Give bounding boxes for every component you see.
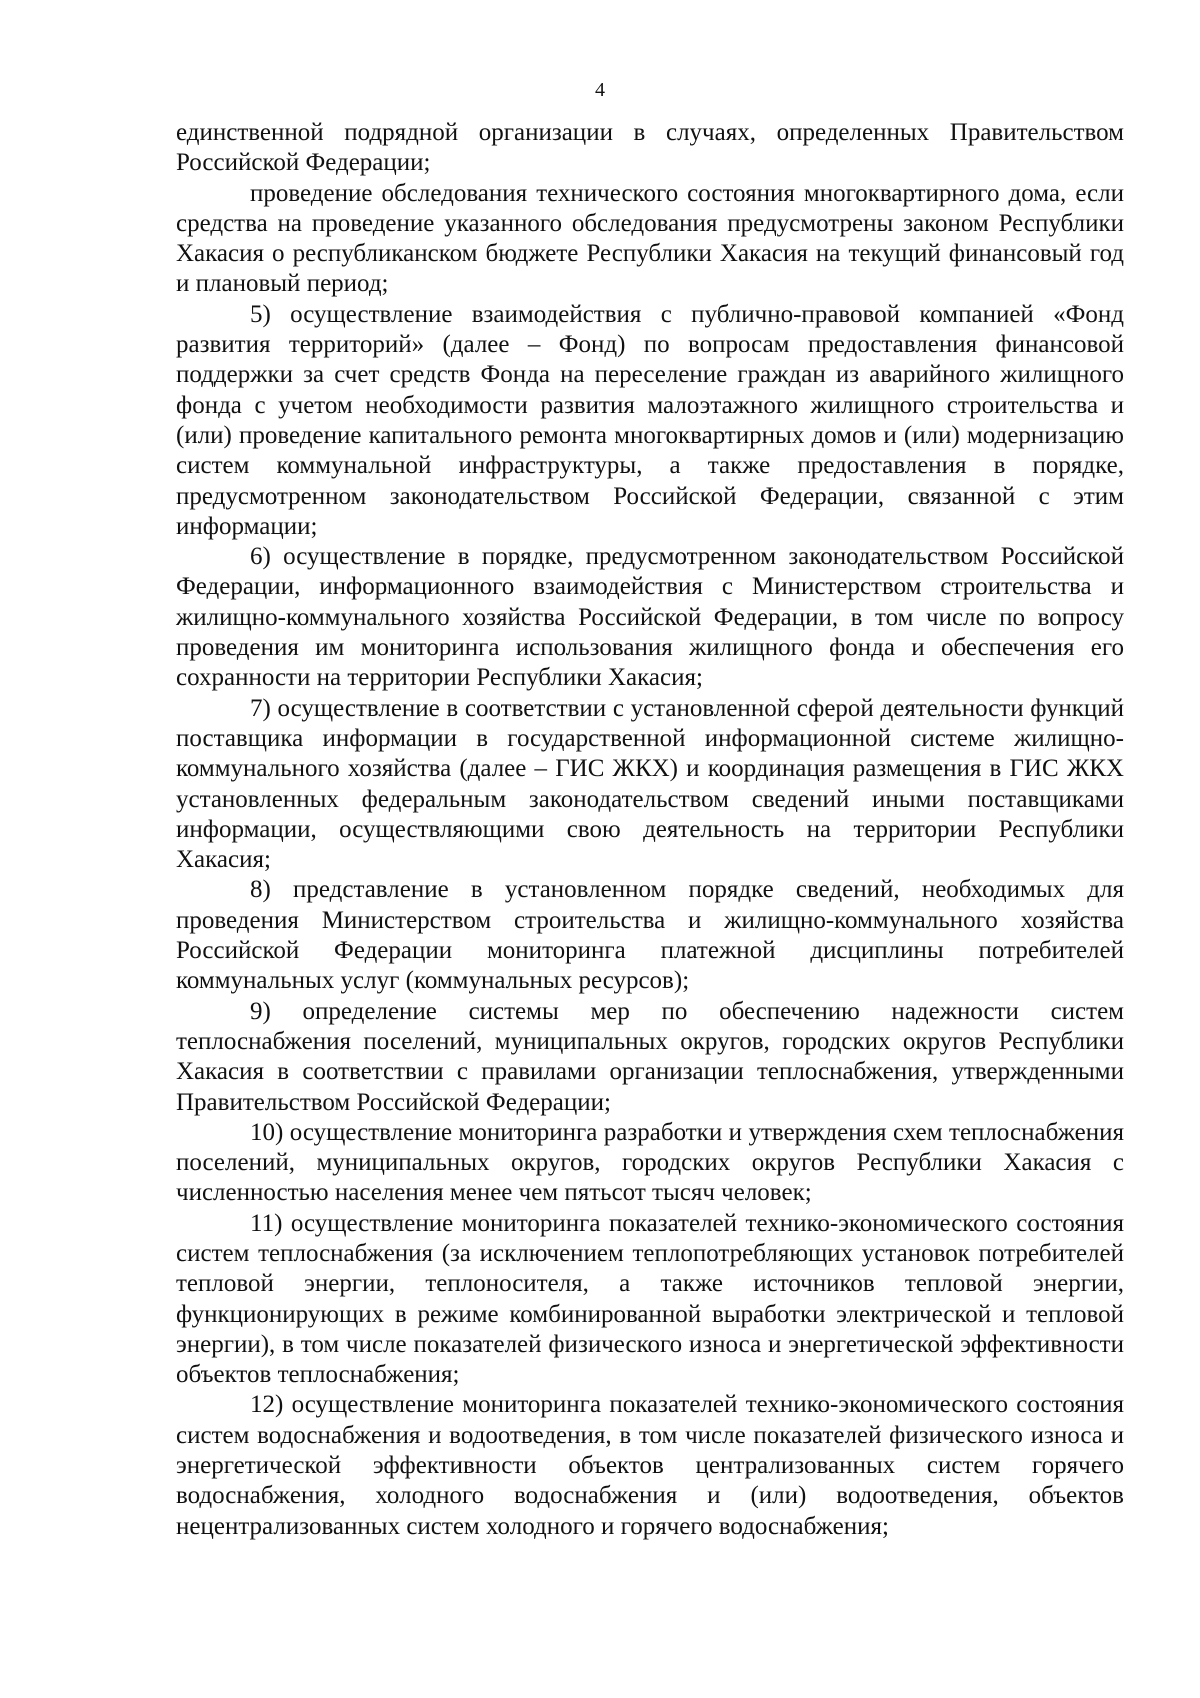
paragraph: 5) осуществление взаимодействия с публично-правовой компанией «Фонд развития территорий» (далее – Фонд) по вопросам предоставления финансовой поддержки за счет средств Фонда на переселение граждан из аварийного жилищного фонда с учетом необходимости развития малоэтажного жилищного строительства и (или) проведение капитального ремонта многоквартирных домов и (или) модернизацию систем коммунальной инфраструктуры, а также предоставления в порядке, предусмотренном законодательством Российской Федерации, связанной с этим информации;: [176, 300, 1124, 540]
paragraph: 6) осуществление в порядке, предусмотренном законодательством Российской Федерации, информационного взаимодействия с Министерством строительства и жилищно-коммунального хозяйства Российской Федерации, в том числе по вопросу проведения им мониторинга использования жилищного фонда и обеспечения его сохранности на территории Республики Хакасия;: [176, 543, 1124, 692]
paragraph: 8) представление в установленном порядке сведений, необходимых для проведения Министерством строительства и жилищно-коммунального хозяйства Российской Федерации мониторинга платежной дисциплины потребителей коммунальных услуг (коммунальных ресурсов);: [176, 876, 1124, 995]
document-body: [176, 118, 1124, 1542]
paragraph: 7) осуществление в соответствии с установленной сферой деятельности функций поставщика информации в государственной информационной системе жилищно-коммунального хозяйства (далее – ГИС ЖКХ) и координация размещения в ГИС ЖКХ установленных федеральным законодательством сведений иными поставщиками информации, осуществляющими свою деятельность на территории Республики Хакасия;: [176, 694, 1124, 874]
paragraph: 11) осуществление мониторинга показателей технико-экономического состояния систем теплоснабжения (за исключением теплопотребляющих установок потребителей тепловой энергии, теплоносителя, а также источников тепловой энергии, функционирующих в режиме комбинированной выработки электрической и тепловой энергии), в том числе показателей физического износа и энергетической эффективности объектов теплоснабжения;: [176, 1209, 1124, 1389]
page-number: 4: [595, 79, 605, 101]
paragraph: 9) определение системы мер по обеспечению надежности систем теплоснабжения поселений, муниципальных округов, городских округов Республики Хакасия в соответствии с правилами организации теплоснабжения, утвержденными Правительством Российской Федерации;: [176, 997, 1124, 1116]
paragraph: единственной подрядной организации в случаях, определенных Правительством Российской Федерации;: [176, 119, 1124, 177]
paragraph: проведение обследования технического состояния многоквартирного дома, если средства на проведение указанного обследования предусмотрены законом Республики Хакасия о республиканском бюджете Республики Хакасия на текущий финансовый год и плановый период;: [176, 179, 1124, 298]
paragraph: 12) осуществление мониторинга показателей технико-экономического состояния систем водоснабжения и водоотведения, в том числе показателей физического износа и энергетической эффективности объектов централизованных систем горячего водоснабжения, холодного водоснабжения и (или) водоотведения, объектов нецентрализованных систем холодного и горячего водоснабжения;: [176, 1391, 1124, 1540]
paragraph: 10) осуществление мониторинга разработки и утверждения схем теплоснабжения поселений, муниципальных округов, городских округов Республики Хакасия с численностью населения менее чем пятьсот тысяч человек;: [176, 1118, 1124, 1207]
